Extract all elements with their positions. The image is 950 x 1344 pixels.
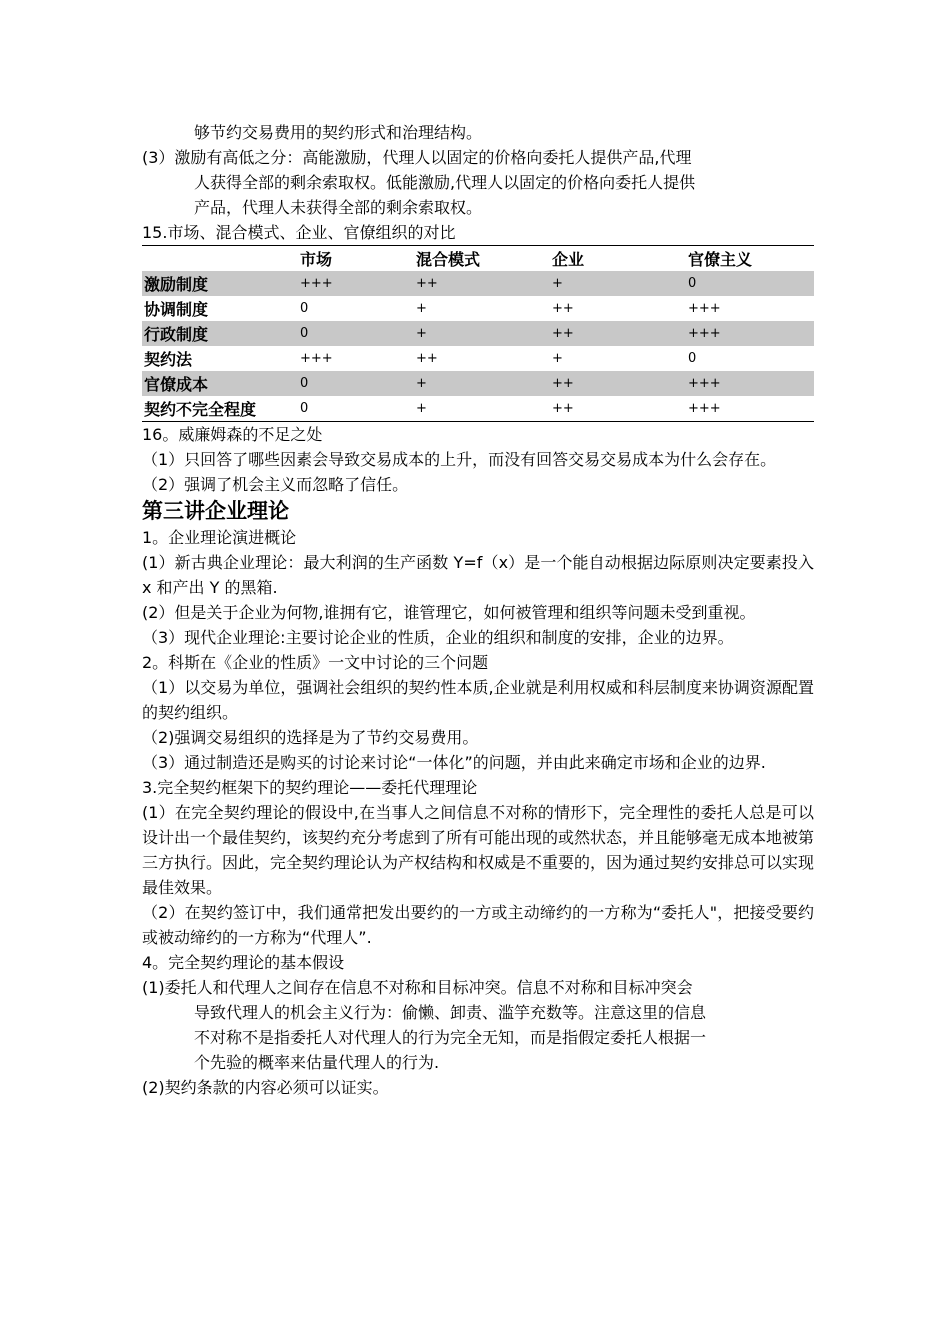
paragraph: （1）以交易为单位，强调社会组织的契约性本质,企业就是利用权威和科层制度来协调资源配置的契约组织。 [142,678,814,722]
table-cell: +++ [688,401,721,416]
table-row [142,321,814,346]
table-cell: + [552,351,563,366]
table-row [142,271,814,296]
row-label: 契约法 [144,350,193,369]
table-cell: 0 [298,321,414,346]
table-header-row [142,246,814,272]
table-cell: ++ [552,401,574,416]
section-title: 1。企业理论演进概论 [142,528,297,547]
table-title: 15.市场、混合模式、企业、官僚组织的对比 [142,223,456,242]
table-row [142,396,814,422]
table-cell: 0 [686,271,814,296]
table-cell: +++ [686,321,814,346]
table-header-cell: 官僚主义 [688,250,753,269]
paragraph-line: 产品，代理人未获得全部的剩余索取权。 [194,198,483,217]
section-title: 4。完全契约理论的基本假设 [142,953,345,972]
row-label: 协调制度 [144,300,209,319]
table-cell: + [416,401,427,416]
table-row [142,371,814,396]
table-cell: +++ [688,301,721,316]
table-cell: + [414,321,550,346]
table-cell: +++ [686,371,814,396]
paragraph-line: (3）激励有高低之分：高能激励，代理人以固定的价格向委托人提供产品,代理 [142,148,692,167]
comparison-table [142,245,814,422]
table-cell: 0 [300,301,309,316]
paragraph: （1）只回答了哪些因素会导致交易成本的上升，而没有回答交易交易成本为什么会存在。 [142,450,777,469]
table-cell: ++ [416,351,438,366]
paragraph-line: (1)委托人和代理人之间存在信息不对称和目标冲突。信息不对称和目标冲突会 [142,978,693,997]
paragraph: （2）在契约签订中，我们通常把发出要约的一方或主动缔约的一方称为“委托人"，把接受要约或被动缔约的一方称为“代理人”. [142,903,814,947]
paragraph: (1）在完全契约理论的假设中,在当事人之间信息不对称的情形下，完全理性的委托人总是可以设计出一个最佳契约，该契约充分考虑到了所有可能出现的或然状态，并且能够毫无成本地被第三方执行。因此，完全契约理论认为产权结构和权威是不重要的，因为通过契约安排总可以实现最佳效果。 [142,803,815,897]
paragraph-line: 人获得全部的剩余索取权。低能激励,代理人以固定的价格向委托人提供 [194,173,696,192]
row-label: 行政制度 [142,321,298,346]
paragraph-line: 个先验的概率来估量代理人的行为. [194,1053,440,1072]
paragraph: (2）但是关于企业为何物,谁拥有它，谁管理它，如何被管理和组织等问题未受到重视。 [142,603,756,622]
paragraph: （3）通过制造还是购买的讨论来讨论“一体化”的问题，并由此来确定市场和企业的边界. [142,753,766,772]
table-header-cell [142,246,298,272]
document-page [142,120,814,1100]
section-title: 3.完全契约框架下的契约理论——委托代理理论 [142,778,478,797]
table-row [142,346,814,371]
table-header-cell: 混合模式 [416,250,481,269]
table-cell: + [550,271,686,296]
lecture-heading: 第三讲企业理论 [142,498,289,523]
table-cell: +++ [300,351,333,366]
table-cell: 0 [298,371,414,396]
table-cell: ++ [550,371,686,396]
paragraph-line: 不对称不是指委托人对代理人的行为完全无知，而是指假定委托人根据一 [194,1028,707,1047]
table-header-cell: 企业 [552,250,585,269]
paragraph-line: 导致代理人的机会主义行为：偷懒、卸责、滥竽充数等。注意这里的信息 [194,1003,707,1022]
table-cell: ++ [550,321,686,346]
table-cell: 0 [688,351,697,366]
table-cell: 0 [300,401,309,416]
paragraph: (1）新古典企业理论：最大利润的生产函数 Y=f（x）是一个能自动根据边际原则决定要素投入 x 和产出 Y 的黑箱. [142,553,814,597]
table-row [142,296,814,321]
paragraph-line: 够节约交易费用的契约形式和治理结构。 [194,123,483,142]
paragraph: （3）现代企业理论:主要讨论企业的性质，企业的组织和制度的安排，企业的边界。 [142,628,734,647]
paragraph: (2)契约条款的内容必须可以证实。 [142,1078,389,1097]
table-header-cell: 市场 [300,250,333,269]
section-title: 2。科斯在《企业的性质》一文中讨论的三个问题 [142,653,489,672]
row-label: 官僚成本 [142,371,298,396]
table-cell: + [414,371,550,396]
table-cell: +++ [298,271,414,296]
paragraph: （2)强调交易组织的选择是为了节约交易费用。 [142,728,479,747]
section-title: 16。威廉姆森的不足之处 [142,425,323,444]
table-cell: ++ [414,271,550,296]
row-label: 契约不完全程度 [144,400,257,419]
table-cell: ++ [552,301,574,316]
table-cell: + [416,301,427,316]
paragraph: （2）强调了机会主义而忽略了信任。 [142,475,409,494]
row-label: 激励制度 [142,271,298,296]
